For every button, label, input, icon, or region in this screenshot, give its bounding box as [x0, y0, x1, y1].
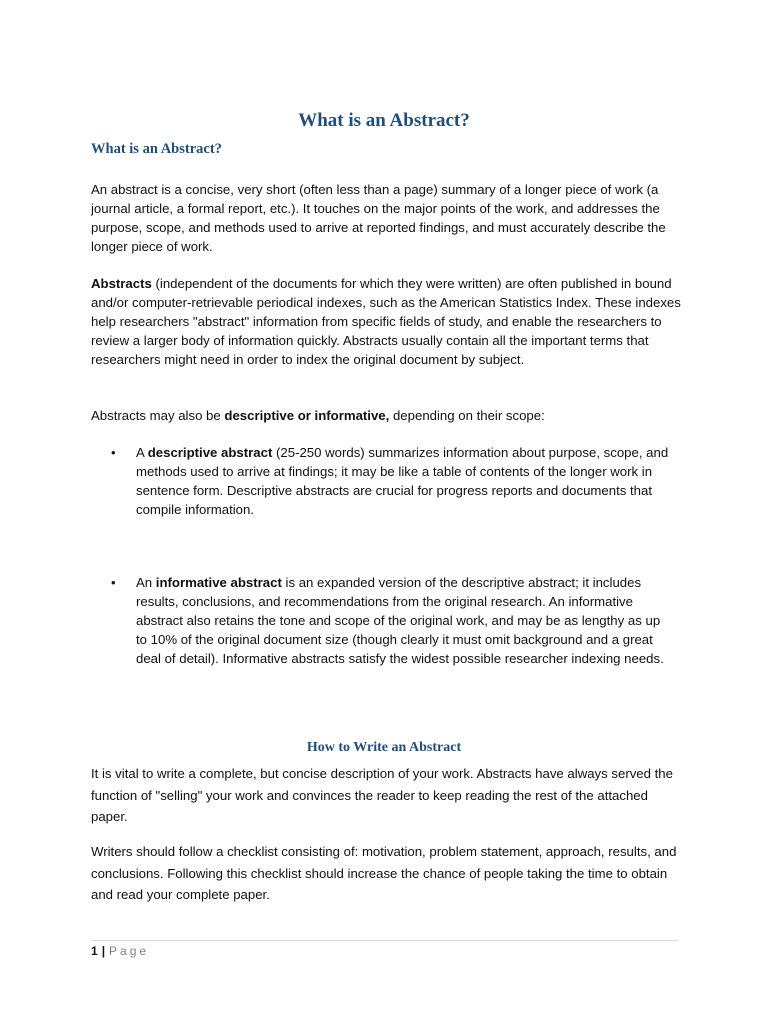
footer-separator: | [101, 944, 106, 958]
types-paragraph-start: Abstracts may also be [91, 408, 225, 423]
bullet-rest: (25-250 words) summarizes information about purpose, scope, and methods used to arrive at findings; it may be like a table of contents of the longer work in sentence form. Descriptive abstracts are crucial for progress reports and documents that compile information. [136, 445, 669, 517]
types-paragraph [91, 406, 681, 425]
intro-paragraph: An abstract is a concise, very short (often less than a page) summary of a longer piece of work (a journal article, a formal report, etc.). It touches on the major points of the work, and addresses the purpose, scope, and methods used to arrive at reported findings, and must accurately describe the longer piece of work. [91, 182, 666, 254]
abstracts-bold-term: Abstracts [91, 276, 152, 291]
bullet-icon: • [111, 445, 116, 460]
bullet-bold-term: informative abstract [155, 575, 282, 590]
checklist-paragraph: Writers should follow a checklist consisting of: motivation, problem statement, approach, results, and conclusions. Following this checklist should increase the chance of people taking the time to obtain and read your complete paper. [91, 844, 677, 902]
indexes-paragraph-text: (independent of the documents for which they were written) are often published in bound and/or computer-retrievable periodical indexes, such as the American Statistics Index. These indexes help researchers "abstract" information from specific fields of study, and enable the researchers to review a larger body of information quickly. Abstracts usually contain all the important terms that researchers might need in order to index the original document by subject. [91, 276, 681, 367]
page-number: 1 [91, 944, 98, 958]
bullet-text [136, 443, 671, 519]
bullet-icon: • [111, 575, 116, 590]
footer-divider [91, 940, 678, 941]
how-to-heading: How to Write an Abstract [306, 740, 462, 755]
bullet-bold-term: descriptive abstract [147, 445, 273, 460]
bullet-item-informative [91, 573, 681, 668]
indexes-paragraph [91, 274, 681, 369]
bullet-lead: An [136, 575, 156, 590]
bullet-lead: A [136, 445, 148, 460]
bullet-text [136, 573, 671, 668]
page-footer [91, 944, 149, 958]
section-heading: What is an Abstract? [91, 141, 222, 157]
types-bold-term: descriptive or informative, [224, 408, 390, 423]
document-title: What is an Abstract? [298, 110, 470, 131]
vital-paragraph: It is vital to write a complete, but concise description of your work. Abstracts have always served the function of "selling" your work and convinces the reader to keep reading the rest of the attached paper. [91, 766, 673, 824]
bullet-item-descriptive [91, 443, 681, 519]
types-paragraph-end: depending on their scope: [389, 408, 545, 423]
page-label: Page [109, 944, 150, 958]
bullet-rest: is an expanded version of the descriptive abstract; it includes results, conclusions, and recommendations from the original research. An informative abstract also retains the tone and scope of the original work, and may be as lengthy as up to 10% of the original document size (though clearly it must omit background and a great deal of detail). Informative abstracts satisfy the widest possible researcher indexing needs. [136, 575, 664, 666]
